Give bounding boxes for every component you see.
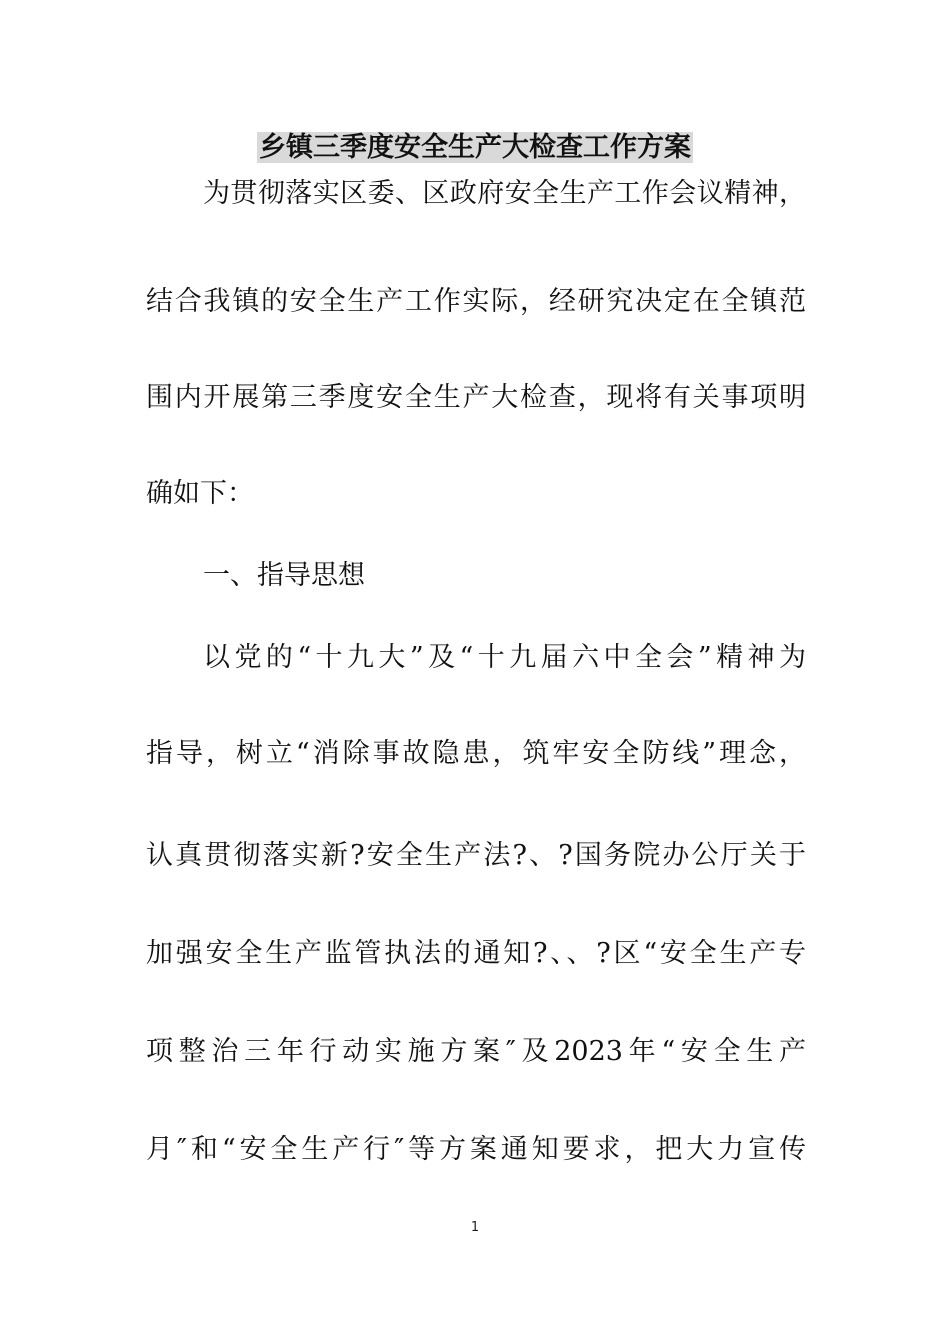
paragraph-line: 月″和“安全生产行″等方案通知要求，把大力宣传 bbox=[146, 1134, 806, 1165]
paragraph-line: 结合我镇的安全生产工作实际，经研究决定在全镇范 bbox=[146, 286, 806, 317]
document-title-text: 乡镇三季度安全生产大检查工作方案 bbox=[259, 132, 691, 163]
paragraph-line: 认真贯彻落实新?安全生产法?、?国务院办公厅关于 bbox=[146, 840, 806, 871]
paragraph-line: 确如下： bbox=[146, 478, 254, 509]
document-title bbox=[0, 128, 950, 168]
paragraph-line: 以党的“十九大”及“十九届六中全会”精神为 bbox=[203, 642, 806, 673]
paragraph-line: 项整治三年行动实施方案″及2023年“安全生产 bbox=[146, 1036, 806, 1067]
paragraph-line: 加强安全生产监管执法的通知?、、?区“安全生产专 bbox=[146, 938, 806, 969]
paragraph-line: 围内开展第三季度安全生产大检查，现将有关事项明 bbox=[146, 382, 806, 413]
page-number: 1 bbox=[470, 1220, 480, 1235]
paragraph-line: 为贯彻落实区委、区政府安全生产工作会议精神， bbox=[203, 178, 806, 209]
paragraph-line: 指导，树立“消除事故隐患，筑牢安全防线”理念， bbox=[146, 738, 806, 769]
section-heading: 一、指导思想 bbox=[203, 560, 365, 591]
